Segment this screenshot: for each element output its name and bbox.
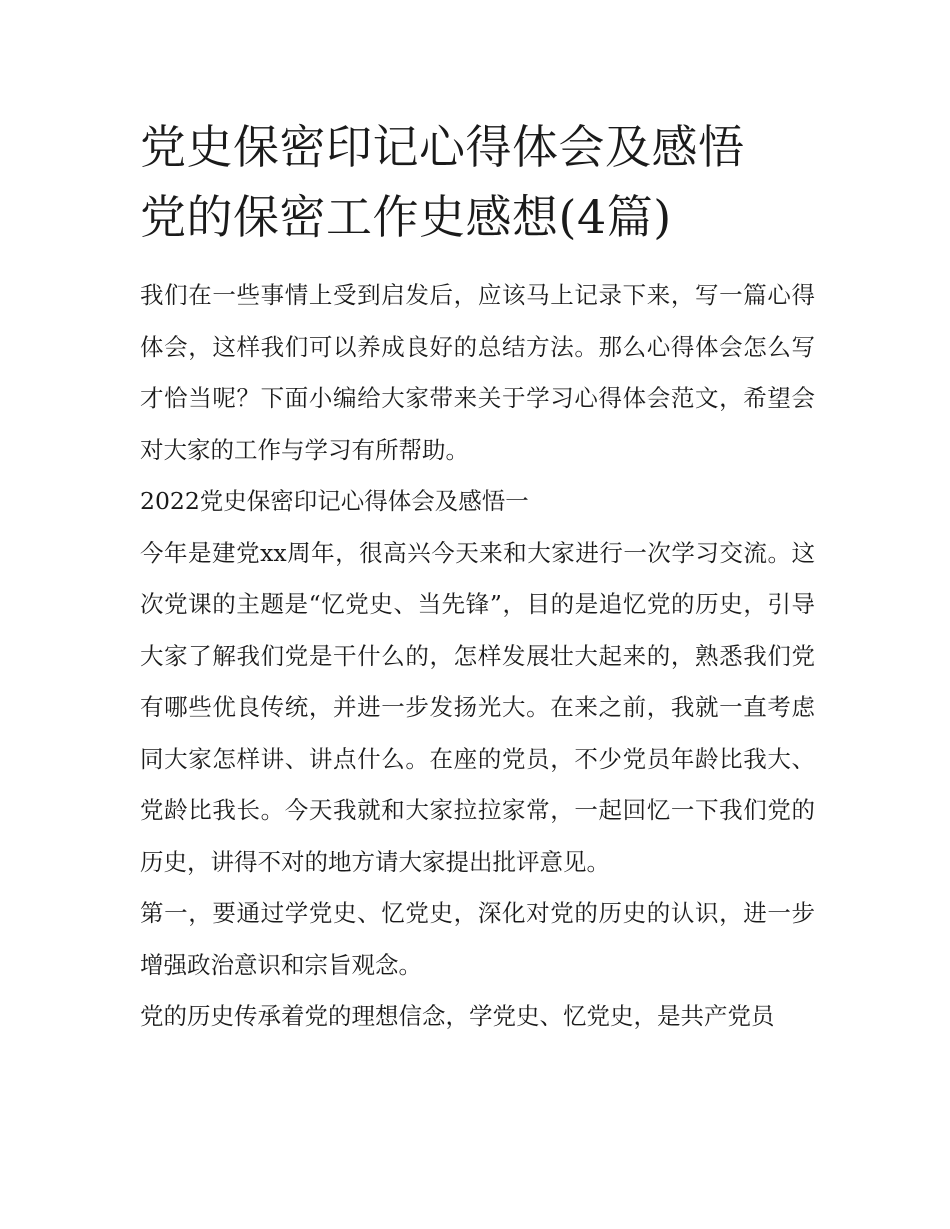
- title-line-2: 党的保密工作史感想(4篇): [140, 190, 672, 244]
- intro-paragraph: 我们在一些事情上受到启发后，应该马上记录下来，写一篇心得体会，这样我们可以养成良好的总结方法。那么心得体会怎么写才恰当呢？下面小编给大家带来关于学习心得体会范文，希望会对大家的工作与学习有所帮助。: [140, 281, 815, 464]
- document-page: [140, 112, 815, 1043]
- body-paragraph-1: 今年是建党xx周年，很高兴今天来和大家进行一次学习交流。这次党课的主题是“忆党史、当先锋”，目的是追忆党的历史，引导大家了解我们党是干什么的，怎样发展壮大起来的，熟悉我们党有哪些优良传统，并进一步发扬光大。在来之前，我就一直考虑同大家怎样讲、讲点什么。在座的党员，不少党员年龄比我大、党龄比我长。今天我就和大家拉拉家常，一起回忆一下我们党的历史，讲得不对的地方请大家提出批评意见。: [140, 538, 815, 876]
- document-title: [140, 112, 815, 252]
- document-body: [140, 270, 815, 1043]
- body-paragraph-2: 第一，要通过学党史、忆党史，深化对党的历史的认识，进一步增强政治意识和宗旨观念。: [140, 899, 815, 979]
- body-paragraph-3: 党的历史传承着党的理想信念，学党史、忆党史，是共产党员: [140, 1002, 775, 1030]
- title-line-1: 党史保密印记心得体会及感悟: [140, 120, 745, 174]
- section-heading: 2022党史保密印记心得体会及感悟一: [140, 487, 529, 515]
